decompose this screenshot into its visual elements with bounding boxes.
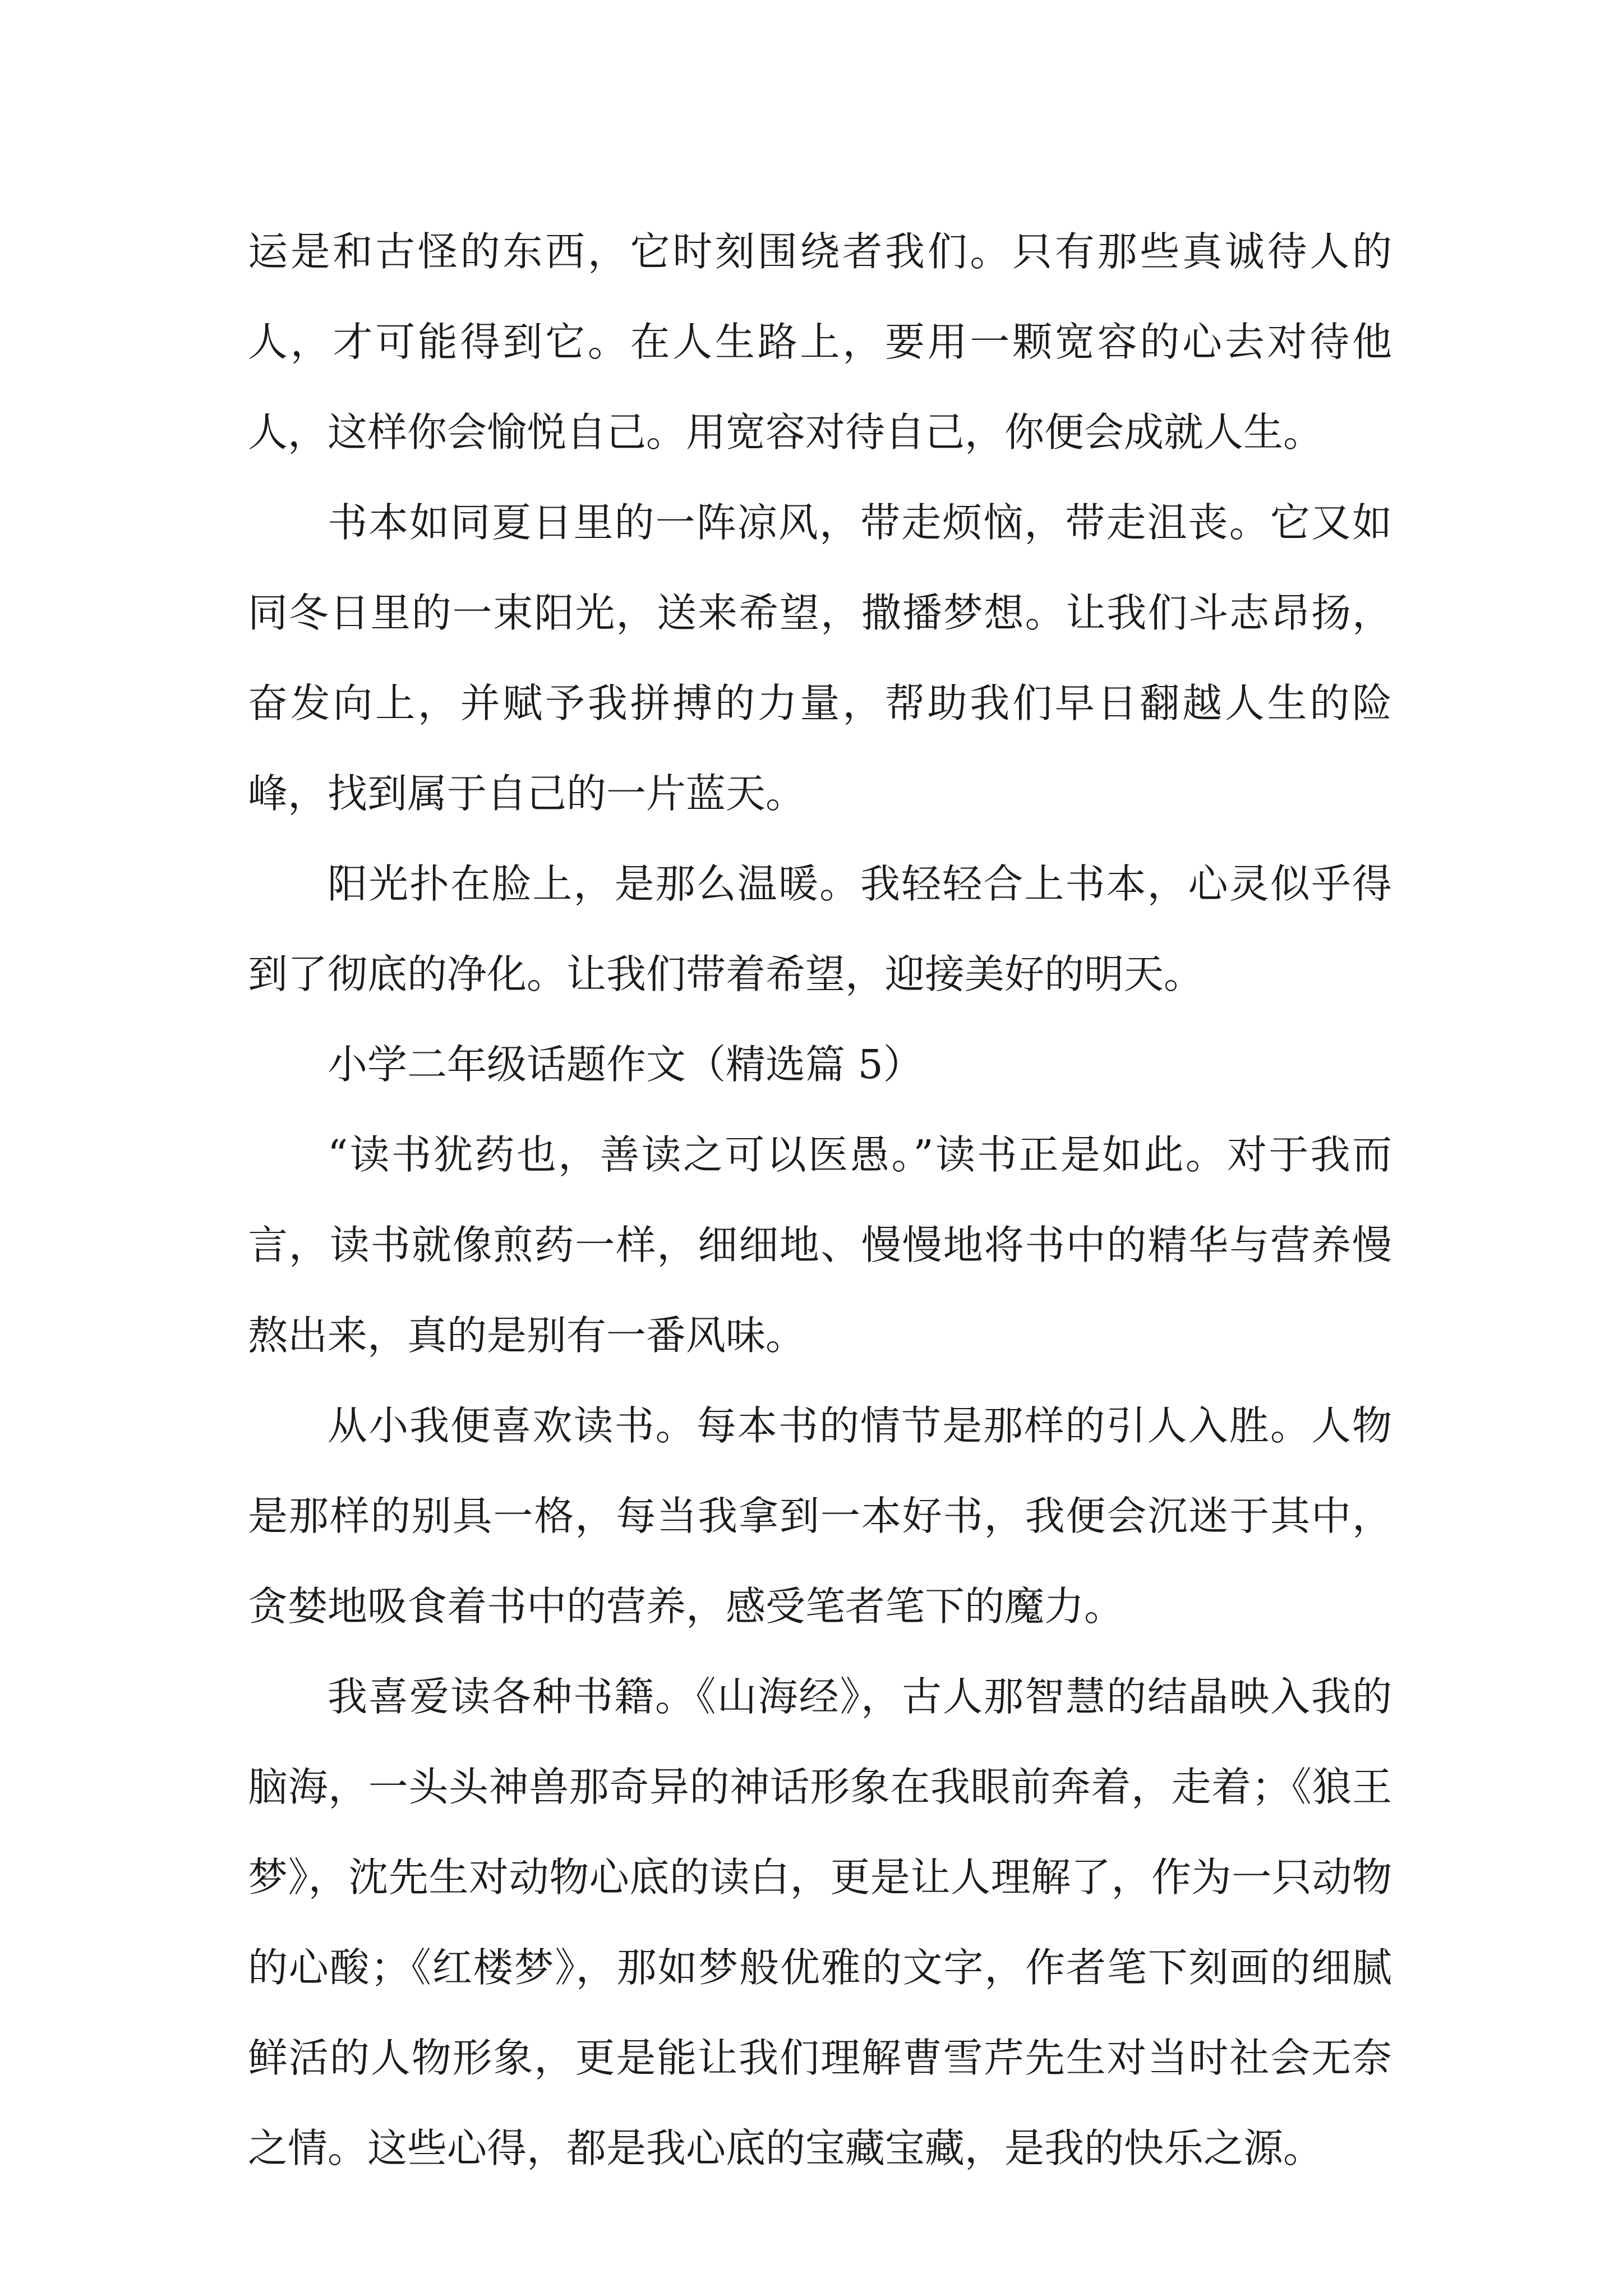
paragraph-3: 阳光扑在脸上，是那么温暖。我轻轻合上书本，心灵似乎得到了彻底的净化。让我们带着希望，迎接美好的明天。 [248,861,1392,997]
paragraph-5: 从小我便喜欢读书。每本书的情节是那样的引人入胜。人物是那样的别具一格，每当我拿到一本好书，我便会沉迷于其中，贪婪地吸食着书中的营养，感受笔者笔下的魔力。 [248,1402,1392,1630]
section-heading: 小学二年级话题作文（精选篇 5） [328,1041,923,1088]
document-body [248,206,1392,2193]
paragraph-1: 运是和古怪的东西，它时刻围绕者我们。只有那些真诚待人的人，才可能得到它。在人生路上，要用一颗宽容的心去对待他人，这样你会愉悦自己。用宽容对待自己，你便会成就人生。 [248,228,1392,455]
paragraph-6: 我喜爱读各种书籍。《山海经》，古人那智慧的结晶映入我的脑海，一头头神兽那奇异的神话形象在我眼前奔着，走着；《狼王梦》，沈先生对动物心底的读白，更是让人理解了，作为一只动物的心酸；《红楼梦》，那如梦般优雅的文字，作者笔下刻画的细腻鲜活的人物形象，更是能让我们理解曹雪芹先生对当时社会无奈之情。这些心得，都是我心底的宝藏宝藏，是我的快乐之源。 [248,1673,1392,2171]
paragraph-4: “读书犹药也，善读之可以医愚。”读书正是如此。对于我而言，读书就像煎药一样，细细地、慢慢地将书中的精华与营养慢熬出来，真的是别有一番风味。 [248,1131,1392,1359]
paragraph-2: 书本如同夏日里的一阵凉风，带走烦恼，带走沮丧。它又如同冬日里的一束阳光，送来希望，撒播梦想。让我们斗志昂扬，奋发向上，并赋予我拼搏的力量，帮助我们早日翻越人生的险峰，找到属于自己的一片蓝天。 [248,499,1392,817]
